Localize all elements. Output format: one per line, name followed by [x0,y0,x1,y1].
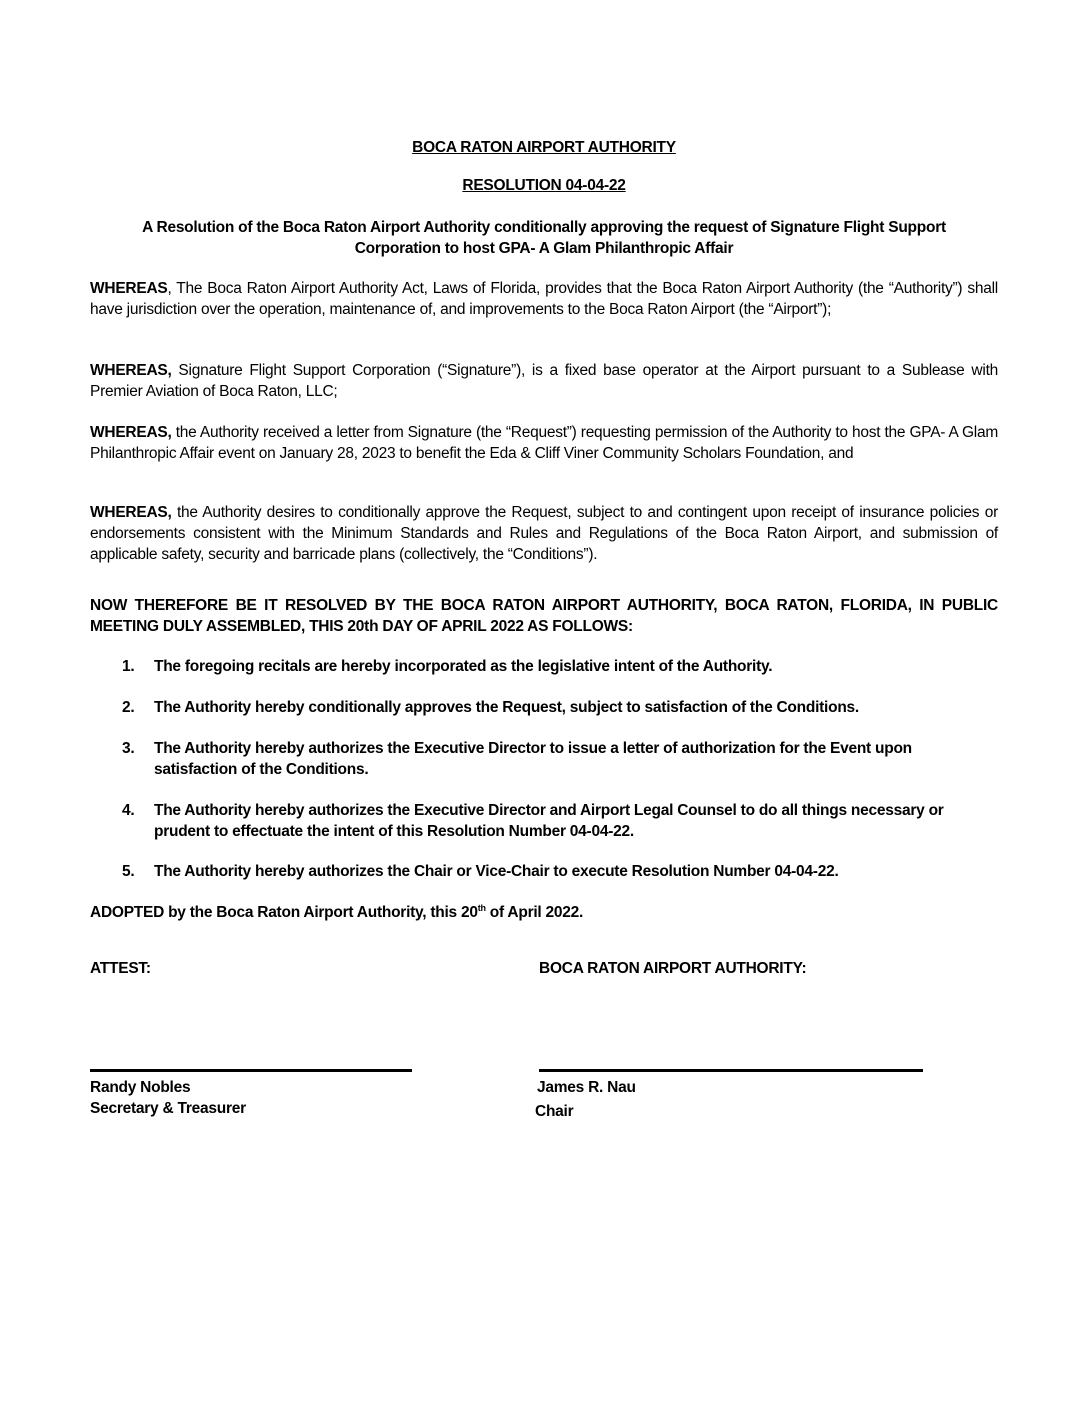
signature-line-chair [539,1069,923,1072]
whereas-lead: WHEREAS, [90,504,172,521]
secretary-title: Secretary & Treasurer [90,1100,246,1117]
item-text: The Authority hereby authorizes the Chair or Vice-Chair to execute Resolution Number 04-04-22. [154,863,839,880]
item-number: 5. [122,863,135,880]
adopted-line [90,902,998,923]
item-text: The Authority hereby authorizes the Executive Director to issue a letter of authorization for the Event upon satisfaction of the Conditions. [154,740,912,778]
org-title: BOCA RATON AIRPORT AUTHORITY [412,139,676,156]
whereas-1 [90,278,998,320]
chair-name: James R. Nau [537,1079,636,1096]
signature-line-attest [90,1069,412,1072]
resolution-item [122,697,998,718]
secretary-name: Randy Nobles [90,1079,191,1096]
item-text: The Authority hereby conditionally approves the Request, subject to satisfaction of the Conditions. [154,699,859,716]
adopted-text-end: of April 2022. [485,904,584,921]
chair-title: Chair [535,1103,574,1120]
item-number: 4. [122,802,135,819]
whereas-lead: WHEREAS [90,280,168,297]
whereas-text: the Authority received a letter from Signature (the “Request”) requesting permission of the Authority to host the GPA- A Glam Philanthropic Affair event on January 28, 2023 to benefit the Eda & Cliff Viner Community Scholars Foundation, and [90,424,998,462]
whereas-3 [90,422,998,464]
whereas-text: , The Boca Raton Airport Authority Act, Laws of Florida, provides that the Boca Raton Airport Authority (the “Authority”) shall have jurisdiction over the operation, maintenance of, and improvements to the Boca Raton Airport (the “Airport”); [90,280,998,318]
resolution-item [122,800,998,842]
item-number: 2. [122,699,135,716]
whereas-text: Signature Flight Support Corporation (“Signature”), is a fixed base operator at the Airport pursuant to a Sublease with Premier Aviation of Boca Raton, LLC; [90,362,998,400]
resolution-item [122,861,998,882]
resolution-item [122,738,998,780]
authority-label: BOCA RATON AIRPORT AUTHORITY: [539,960,807,977]
adopted-text: ADOPTED by the Boca Raton Airport Authority, this 20 [90,904,478,921]
resolution-number: RESOLUTION 04-04-22 [462,177,626,194]
whereas-lead: WHEREAS, [90,362,172,379]
item-text: The Authority hereby authorizes the Executive Director and Airport Legal Counsel to do all things necessary or prudent to effectuate the intent of this Resolution Number 04-04-22. [154,802,944,840]
whereas-text: the Authority desires to conditionally approve the Request, subject to and contingent upon receipt of insurance policies or endorsements consistent with the Minimum Standards and Rules and Regulations of the Boca Raton Airport, and submission of applicable safety, security and barricade plans (collectively, the “Conditions”). [90,504,998,563]
whereas-lead: WHEREAS, [90,424,172,441]
resolution-item [122,656,998,677]
ordinal-suffix: th [477,902,486,913]
item-text: The foregoing recitals are hereby incorporated as the legislative intent of the Authority. [154,658,773,675]
whereas-2 [90,360,998,402]
item-number: 3. [122,740,135,757]
item-number: 1. [122,658,135,675]
resolved-clause: NOW THEREFORE BE IT RESOLVED BY THE BOCA RATON AIRPORT AUTHORITY, BOCA RATON, FLORIDA, IN PUBLIC MEETING DULY ASSEMBLED, THIS 20th DAY OF APRIL 2022 AS FOLLOWS: [90,597,998,635]
attest-label: ATTEST: [90,960,151,977]
whereas-4 [90,502,998,565]
resolution-subtitle: A Resolution of the Boca Raton Airport Authority conditionally approving the request of Signature Flight Support Corporation to host GPA- A Glam Philanthropic Affair [142,219,946,257]
